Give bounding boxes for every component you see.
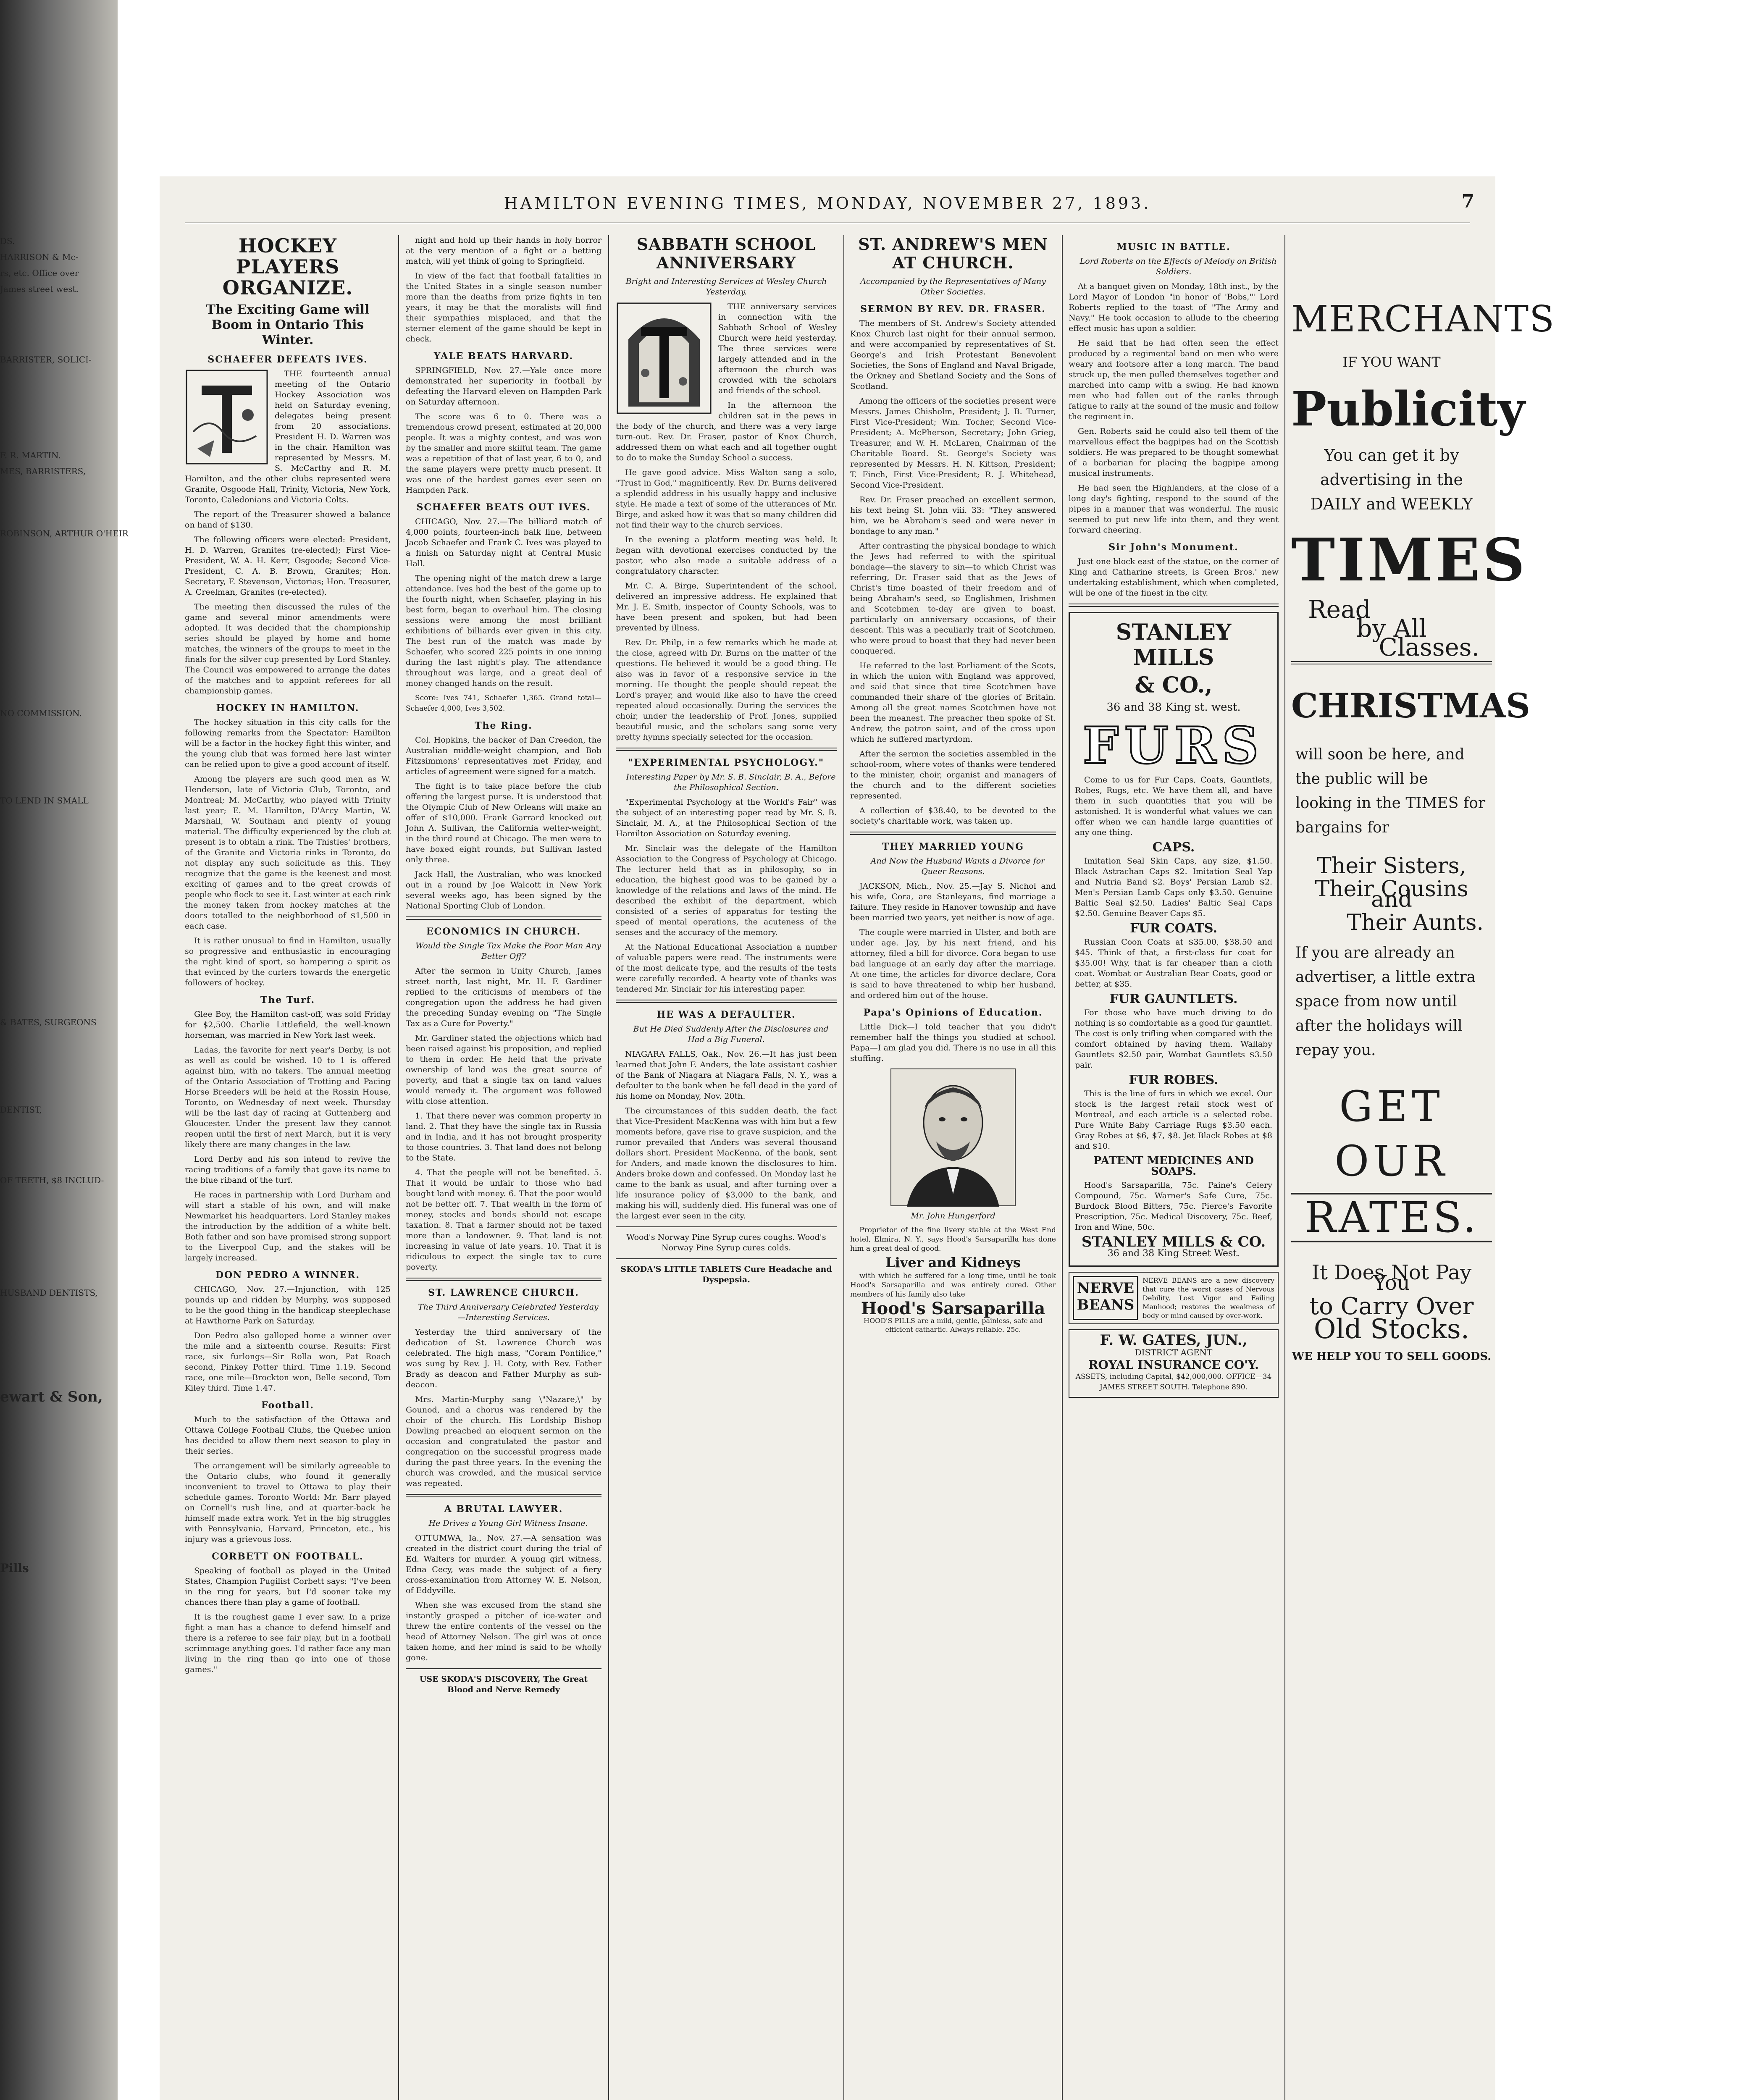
edge-line: & BATES, SURGEONS	[0, 1017, 97, 1027]
article-paragraph: Mr. Gardiner stated the objections which had been raised against his proposition, and replied to them in order. He held that the private ownership of land was the great source of poverty, and that a single tax on land values would remedy it. The argument was followed with close attention.	[406, 1034, 601, 1106]
article-paragraph: Among the officers of the societies present were Messrs. James Chisholm, President; J. B. Turner, First Vice-President; Wm. Tocher, Second Vice-President; A. McPherson, Secretary; John Grieg, Treasurer, and W. H. McLaren, Chairman of the Charitable Board. St. George's Society was represented by Messrs. H. N. Kittson, President; T. Finch, First Vice-President; R. J. Whitehead, Second Vice-President.	[850, 396, 1056, 490]
nerve-beans-text: NERVE BEANS are a new discovery that cure the worst cases of Nervous Debility, Lost Vigor and Failing Manhood; restores the weakness of body or mind caused by over-work.	[1143, 1276, 1274, 1320]
subhead-deck: And Now the Husband Wants a Divorce for Queer Reasons.	[870, 856, 1045, 876]
column-rule	[843, 235, 844, 2100]
article-paragraph: The score was 6 to 0. There was a tremendous crowd present, estimated at 20,000 people. It was a mighty contest, and was won by the smaller and more skilful team. The game was a repetition of that of last year, 6 to 0, and the same players were pretty much present. It was one of the hardest games ever seen on Hampden Park.	[406, 412, 601, 495]
article-paragraph: The fight is to take place before the club offering the largest purse. It is understood that the Olympic Club of New Orleans will make an offer of $10,000. Frank Garrard knocked out John A. Sullivan, the California welter-weight, in the third round at Chicago. The men were to have boxed eight rounds, but Sullivan lasted only three.	[406, 782, 601, 864]
decorative-initial-illustration	[185, 369, 269, 465]
subhead: THEY MARRIED YOUNG	[882, 841, 1024, 852]
subhead-deck: He Drives a Young Girl Witness Insane.	[428, 1519, 588, 1528]
article-paragraph: Among the players are such good men as W. Henderson, late of Victoria Club, Toronto, and Montreal; M. McCarthy, who played with Trinity last year; E. M. Hamilton, D'Arcy Martin, W. Marshall, W. Southam and plenty of young material. The difficulty experienced by the club at present is to obtain a rink. The Thistles' brothers, of the Granite and Victoria rinks in Toronto, do not display any such solicitude as this. They recognize that the game is the keenest and most exciting of games and to the great crowds of people who flock to see it. Last winter at each rink the money taken from hockey matches at the doors totalled to the neighborhood of $1,500 in each case.	[185, 774, 391, 931]
subhead: The Turf.	[260, 995, 315, 1005]
article-paragraph: THE anniversary services in connection with the Sabbath School of Wesley Church were held yesterday. The three services were largely attended and in the afternoon the church was crowded with the scholars and friends of the school.	[718, 302, 837, 395]
divider	[616, 1258, 837, 1259]
article-paragraph: After contrasting the physical bondage to which the Jews had referred to with the spiritual bondage—the slavery to sin—to which Christ was referring, Dr. Fraser said that as the Jews of Christ's time boasted of their freedom and of being Abraham's seed, so Englishmen, Irishmen and Scotchmen to-day are given to boast, particularly on anniversary occasions, of their descent. This was a peculiarly trait of Scotchmen, who were proud to boast that they had never been conquered.	[850, 541, 1056, 656]
gates-company: ROYAL INSURANCE CO'Y.	[1088, 1358, 1259, 1372]
article-paragraph: JACKSON, Mich., Nov. 25.—Jay S. Nichol and his wife, Cora, are Stanleyans, find marriage a failure. They reside in Hanover township and have been married two years, yet neither is now of age.	[850, 882, 1056, 922]
portrait-caption-text: Proprietor of the fine livery stable at the West End hotel, Elmira, N. Y., says Hood's Sarsaparilla has done him a great deal of good.	[850, 1226, 1056, 1253]
adjacent-page-edge	[0, 235, 129, 1798]
article-paragraph: SPRINGFIELD, Nov. 27.—Yale once more demonstrated her superiority in football by defeating the Harvard eleven on Hampden Park on Saturday afternoon.	[406, 366, 601, 407]
article-paragraph: Glee Boy, the Hamilton cast-off, was sold Friday for $2,500. Charlie Littlefield, the well-known horseman, was married in New York last week.	[185, 1010, 391, 1040]
ad-paragraph: Russian Coon Coats at $35.00, $38.50 and $45. Think of that, a first-class fur coat for $35.00! Why, that is far cheaper than a cloth coat. Wombat or Australian Bear Coats, good or better, at $35.	[1075, 937, 1272, 989]
ad-christmas: CHRISTMAS	[1291, 686, 1530, 725]
column-sports-church	[406, 235, 601, 2100]
subhead: MUSIC IN BATTLE.	[1116, 242, 1231, 252]
article-paragraph: At a banquet given on Monday, 18th inst., by the Lord Mayor of London "in honor of 'Bobs,'" Lord Roberts replied to the toast of "The Army and Navy." He took occasion to allude to the cheering effect music has upon a soldier.	[1069, 282, 1279, 333]
subhead-deck: Interesting Paper by Mr. S. B. Sinclair, B. A., Before the Philosophical Section.	[626, 772, 836, 792]
headline-hockey: HOCKEY PLAYERS ORGANIZE.	[222, 234, 353, 299]
article-paragraph: The meeting then discussed the rules of the game and several minor amendments were adopted. It was decided that the championship series should be played by home and home matches, the winners of the groups to meet in the finals for the silver cup presented by Lord Stanley. The Council was empowered to arrange the dates of the matches and to appoint referees for all championship games.	[185, 602, 391, 696]
subhead: HE WAS A DEFAULTER.	[657, 1009, 796, 1020]
article-paragraph: He gave good advice. Miss Walton sang a solo, "Trust in God," magnificently. Rev. Dr. Burns delivered a splendid address in his usually happy and inclusive style. He made a text of some of the utterances of Mr. Birge, and asked how it was that so many children did not find their way to the church services.	[616, 468, 837, 530]
ad-aunts: Their Aunts.	[1347, 910, 1484, 935]
article-paragraph: Speaking of football as played in the United States, Champion Pugilist Corbett says: "I've been in the ring for years, but I'd sooner take my chances there than play a game of football.	[185, 1566, 391, 1607]
article-paragraph: CHICAGO, Nov. 27.—The billiard match of 4,000 points, fourteen-inch balk line, between Jacob Schaefer and Frank C. Ives was played to a finish on Saturday night at Central Music Hall.	[406, 517, 601, 568]
edge-line: F. R. MARTIN.	[0, 450, 61, 460]
article-paragraph: The members of St. Andrew's Society attended Knox Church last night for their annual sermon, and were accompanied by representatives of St. George's and Irish Protestant Benevolent Societies, the Sons of England and Naval Brigade, the Orkney and Shetland Society and the Sons of Scotland.	[850, 319, 1056, 391]
subhead: SCHAEFER BEATS OUT IVES.	[416, 502, 591, 513]
column-rule	[398, 235, 399, 2100]
subhead: "EXPERIMENTAL PSYCHOLOGY."	[628, 757, 825, 768]
article-paragraph: When she was excused from the stand she instantly grasped a pitcher of ice-water and threw the entire contents of the vessel on the head of Attorney Nelson. The girl was at once taken home, and her mind is said to be wholly gone.	[406, 1601, 601, 1662]
article-paragraph: After the sermon in Unity Church, James street north, last night, Mr. H. F. Gardiner replied to the criticisms of members of the congregation upon the address he had given the preceding Sunday evening on "The Single Tax as a Cure for Poverty."	[406, 966, 601, 1028]
ad-paragraph: Hood's Sarsaparilla, 75c. Paine's Celery Compound, 75c. Warner's Safe Cure, 75c. Burdock Blood Bitters, 75c. Pierce's Favorite Prescription, 75c. Medical Discovery, 75c. Beef, Iron and Wine, 50c.	[1075, 1181, 1272, 1232]
subhead: HOCKEY IN HAMILTON.	[216, 703, 360, 714]
subhead: SCHAEFER DEFEATS IVES.	[207, 354, 368, 365]
ad-section-gauntlets: FUR GAUNTLETS.	[1109, 992, 1238, 1006]
subhead-deck: Bright and Interesting Services at Wesley Church Yesterday.	[625, 277, 827, 297]
subhead: ST. LAWRENCE CHURCH.	[428, 1287, 579, 1298]
article-paragraph: Yesterday the third anniversary of the dedication of St. Lawrence Church was celebrated. The high mass, "Coram Pontifice," was sung by Rev. J. H. Coty, with Rev. Father Brady as deacon and Father Murphy as sub-deacon.	[406, 1328, 601, 1389]
ad-paragraph: For those who have much driving to do nothing is so comfortable as a good fur gauntlet. The cost is only trifling when compared with the comfort obtained by having them. Wallaby Gauntlets $2.50 pair, Wombat Gauntlets $3.50 pair.	[1075, 1008, 1273, 1070]
ad-furs-title: FURS	[1082, 716, 1265, 775]
article-paragraph: Little Dick—I told teacher that you didn't remember half the things you studied at school. Papa—I am glad you did. There is no use in all this stuffing.	[850, 1022, 1056, 1063]
article-paragraph: Just one block east of the statue, on the corner of King and Catharine streets, is Green Bros.' new undertaking establishment, which when completed, will be one of the finest in the city.	[1069, 557, 1279, 598]
ad-firm-address: 36 and 38 King st. west.	[1106, 701, 1241, 714]
subhead: ECONOMICS IN CHURCH.	[426, 926, 581, 937]
article-paragraph: At the National Educational Association a number of valuable papers were read. The instruments were of the most delicate type, and the results of the tests were carefully recorded. A hearty vote of thanks was tendered Mr. Sinclair for his interesting paper.	[616, 942, 837, 994]
ad-rates: RATES.	[1291, 1193, 1492, 1242]
divider	[616, 1226, 837, 1227]
column-sabbath-school	[616, 235, 837, 2100]
column-times-ad	[1291, 235, 1555, 2100]
ad-firm-name: STANLEY MILLS	[1116, 620, 1232, 670]
stanley-mills-ad	[1069, 612, 1279, 1267]
pine-syrup-ad: Wood's Norway Pine Syrup cures coughs. Wood's Norway Pine Syrup cures colds.	[626, 1233, 826, 1252]
score-line: Score: Ives 741, Schaefer 1,365. Grand total—Schaefer 4,000, Ives 3,502.	[406, 694, 601, 713]
skoda-ad: USE SKODA'S DISCOVERY, The Great Blood and Nerve Remedy	[419, 1675, 588, 1694]
column-music-ads	[1069, 235, 1279, 2100]
divider	[406, 1494, 601, 1497]
edge-line: DENTIST,	[0, 1105, 42, 1115]
article-paragraph: It is rather unusual to find in Hamilton, usually so progressive and enthusiastic in encouraging the right kind of sport, so hampering a spirit as that evinced by the curlers towards the energetic followers of hockey.	[185, 936, 391, 987]
column-rule	[1284, 235, 1285, 2100]
ad-firm-co: & CO.,	[1135, 672, 1213, 698]
masthead-title: HAMILTON EVENING TIMES, MONDAY, NOVEMBER 27, 1893.	[504, 194, 1151, 213]
subhead: CORBETT ON FOOTBALL.	[212, 1551, 364, 1562]
article-paragraph: 4. That the people will not be benefited. 5. That it would be unfair to those who had bought land with money. 6. That the poor would not be better off. 7. That wealth in the form of money, stocks and bonds should not escape taxation. 8. That a farmer should not be taxed more than a landowner. 9. That land is not increasing in value of late years. 10. That it is ridiculous to expect the single tax to cure poverty.	[406, 1168, 601, 1272]
article-paragraph: Ladas, the favorite for next year's Derby, is not as well as could be wished. 10 to 1 is offered against him, with no takers. The annual meeting of the Ontario Association of Trotting and Pacing Horse Breeders will be held at the Rossin House, Toronto, on Wednesday of next week. Thursday will be the last day of racing at Guttenberg and Gloucester. Under the present law they cannot reopen until the first of next March, but it is very likely there are many changes in the law.	[185, 1045, 391, 1149]
page-number: 7	[1461, 191, 1474, 212]
portrait-caption: Mr. John Hungerford	[911, 1211, 995, 1221]
ad-section-patent: PATENT MEDICINES AND SOAPS.	[1093, 1155, 1254, 1178]
nerve-beans-logo: NERVE BEANS	[1073, 1276, 1138, 1320]
ad-section-coats: FUR COATS.	[1130, 921, 1217, 936]
ad-get: GET	[1339, 1082, 1444, 1131]
subhead: Sir John's Monument.	[1108, 542, 1239, 553]
ad-hoods-sarsaparilla: Hood's Sarsaparilla	[861, 1299, 1045, 1318]
ad-read: Read	[1308, 595, 1371, 624]
divider	[1069, 604, 1279, 607]
ad-sisters: Their Sisters,	[1317, 853, 1466, 879]
divider	[616, 748, 837, 751]
edge-line: TO LEND IN SMALL	[0, 795, 89, 806]
article-paragraph: In view of the fact that football fatalities in the United States in a single season number more than the deaths from prize fights in ten years, it may be that the moralists will find their sympathies misplaced, and that the sterner element of the game should be kept in check.	[406, 271, 601, 344]
ad-help-sell: WE HELP YOU TO SELL GOODS.	[1292, 1350, 1492, 1363]
subhead: The Ring.	[475, 720, 533, 731]
ad-our: OUR	[1334, 1137, 1449, 1186]
article-paragraph: Lord Derby and his son intend to revive the racing traditions of a family that gave its name to the blue riband of the turf.	[185, 1155, 391, 1185]
article-paragraph: The circumstances of this sudden death, the fact that Vice-President MacKenna was with him but a few moments before, gave rise to grave suspicion, and the rumor prevailed that Anders was several thousand dollars short. President MacKenna, of the bank, sent for Anders, and made known the disclosures to him. Anders broke down and confessed. On Monday last he came to the bank as usual, and after turning over a life insurance policy of $3,000 to the bank, and making his will, suddenly died. His funeral was one of the largest ever seen in the city.	[616, 1106, 837, 1221]
gates-insurance-ad	[1069, 1329, 1279, 1398]
ad-cousins: Their Cousins and	[1315, 877, 1468, 912]
divider	[406, 1668, 601, 1669]
ad-by-all: by All	[1356, 614, 1427, 643]
edge-line: BARRISTER, SOLICI-	[0, 354, 92, 365]
article-paragraph: It is the roughest game I ever saw. In a prize fight a man has a chance to defend himself and there is a referee to see fair play, but in a football scrimmage anything goes. I'd rather face any man living in the ring than go into one of those games."	[185, 1612, 391, 1674]
article-paragraph: The arrangement will be similarly agreeable to the Ontario clubs, who found it generally inconvenient to travel to Ottawa to play their schedule games. Toronto World: Mr. Barr played on Cornell's rush line, and at quarter-back he himself made extra work. Yet in the big struggles with Pennsylvania, Harvard, Princeton, etc., his injury was a grievous loss.	[185, 1461, 391, 1544]
column-st-andrews	[850, 235, 1056, 2100]
column-rule	[1062, 235, 1063, 2100]
article-paragraph: OTTUMWA, Ia., Nov. 27.—A sensation was created in the district court during the trial of Ed. Walters for murder. A young girl witness, Edna Cecy, was made the subject of a fiery cross-examination from Attorney W. E. Nelson, of Eddyville.	[406, 1533, 601, 1595]
article-paragraph: The hockey situation in this city calls for the following remarks from the Spectator: Hamilton will be a factor in the hockey fight this winter, and the young club that was formed here last winter can be relied upon to give a good account of itself.	[185, 718, 391, 769]
gates-name: F. W. GATES, JUN.,	[1100, 1332, 1248, 1349]
subhead: YALE BEATS HARVARD.	[433, 351, 574, 362]
ad-paragraph: This is the line of furs in which we excel. Our stock is the largest retail stock west of Montreal, and each article is a selected robe. Pure White Baby Carriage Rugs $3.50 each. Gray Robes at $6, $7, $8. Jet Black Robes at $8 and $10.	[1075, 1089, 1272, 1151]
article-paragraph: A collection of $38.40, to be devoted to the society's charitable work, was taken up.	[850, 806, 1056, 826]
church-window-illustration	[616, 302, 712, 415]
subhead: The Exciting Game will Boom in Ontario This Winter.	[206, 302, 370, 347]
ad-hoods-pills: HOOD'S PILLS are a mild, gentle, painless, safe and efficient cathartic. Always reliable. 25c.	[864, 1317, 1043, 1334]
article-paragraph: He races in partnership with Lord Durham and will start a stable of his own, and will make Newmarket his headquarters. Lord Stanley makes the introduction by the addition of a white belt. Both father and son have promised strong support to the Liverpool Cup, and the stakes will be largely increased.	[185, 1190, 391, 1263]
article-paragraph: night and hold up their hands in holy horror at the very mention of a fight or a betting match, will yet think of going to Springfield.	[406, 236, 601, 266]
ad-does-not-pay: It Does Not Pay You	[1311, 1261, 1472, 1295]
ad-old-stocks: Old Stocks.	[1313, 1314, 1470, 1345]
headline-st-andrews: ST. ANDREW'S MEN AT CHURCH.	[858, 235, 1048, 272]
article-paragraph: The couple were married in Ulster, and both are under age. Jay, by his next friend, and his attorney, filed a bill for divorce. Cora began to use bad language at an early day after the marriage. At one time, the articles for divorce declare, Cora is said to have threatened to whip her husband, and ordered him out of the house.	[850, 928, 1056, 1000]
divider	[1291, 661, 1492, 664]
article-paragraph: THE fourteenth annual meeting of the Ontario Hockey Association was held on Saturday evening, delegates being present from 20 associations. President H. D. Warren was in the chair. Hamilton was represented by Messrs. M. S. McCarthy and R. M. Hamilton, and the other clubs represented were Granite, Osgoode Hall, Trinity, Victoria, New York, Toronto, Caledonians and Victoria Colts.	[185, 369, 391, 504]
ad-daily-weekly: You can get it by advertising in the DAILY and WEEKLY	[1310, 446, 1473, 513]
edge-line: NO COMMISSION.	[0, 708, 82, 718]
skoda-tablets-ad: SKODA'S LITTLE TABLETS Cure Headache and Dyspepsia.	[620, 1265, 832, 1284]
edge-line: James street west.	[0, 284, 79, 294]
article-paragraph: Mrs. Martin-Murphy sang \"Nazare,\" by Gounod, and a chorus was rendered by the choir of the church. His Lordship Bishop Dowling preached an eloquent sermon on the occasion and congratulated the pastor and congregation on the successful progress made during the past three years. In the evening the church was crowded, and the musical service was repeated.	[406, 1395, 601, 1488]
article-paragraph: He had seen the Highlanders, at the close of a long day's fighting, respond to the sound of the pipes in a manner that was wonderful. The music seemed to put new life into them, and they went forward cheering.	[1069, 483, 1279, 535]
ad-firm-address-footer: 36 and 38 King Street West.	[1107, 1248, 1240, 1259]
article-paragraph: The following officers were elected: President, H. D. Warren, Granites (re-elected); First Vice-President, W. A. H. Kerr, Osgoode; Second Vice-President, C. A. B. Brown, Granites; Hon. Secretary, F. Stevenson, Victorias; Hon. Treasurer, A. Creelman, Granites (re-elected).	[185, 535, 391, 597]
ad-liver-kidneys: Liver and Kidneys	[885, 1255, 1021, 1270]
divider	[850, 832, 1056, 835]
ad-firm-name-footer: STANLEY MILLS & CO.	[1081, 1234, 1266, 1250]
ad-publicity: Publicity	[1291, 382, 1525, 437]
portrait-engraving	[890, 1068, 1016, 1207]
ad-paragraph: Imitation Seal Skin Caps, any size, $1.50. Black Astrachan Caps $2. Imitation Seal Yap and Nutria Band $2. Boys' Persian Lamb $2. Men's Persian Lamb Caps only $3.50. Genuine Baltic Seal $2.50. Ladies' Baltic Seal Caps $2.50. Genuine Beaver Caps $5.	[1075, 856, 1272, 918]
article-paragraph: CHICAGO, Nov. 27.—Injunction, with 125 pounds up and ridden by Murphy, was supposed to be the good thing in the handicap steeplechase at Hawthorne Park on Saturday.	[185, 1285, 391, 1326]
article-paragraph: In the afternoon the children sat in the pews in the body of the church, and there was a very large turn-out. Rev. Dr. Fraser, pastor of Knox Church, addressed them on what each and all together ought to do to make the Sunday School a success.	[616, 401, 837, 462]
edge-line: DS.	[0, 236, 15, 246]
edge-line: OF TEETH, $8 INCLUD-	[0, 1175, 104, 1185]
divider	[406, 916, 601, 920]
ad-paragraph: Come to us for Fur Caps, Coats, Gauntlets, Robes, Rugs, etc. We have them all, and have them in such quantities that you will be astonished. It is wonderful what values we can offer when we can handle large quantities of any one thing.	[1075, 775, 1272, 837]
subhead-deck: But He Died Suddenly After the Disclosures and Had a Big Funeral.	[633, 1024, 829, 1044]
article-paragraph: Col. Hopkins, the backer of Dan Creedon, the Australian middle-weight champion, and Bob Fitzsimmons' representatives met Friday, and articles of agreement were signed for a match.	[406, 735, 601, 776]
gates-details: ASSETS, including Capital, $42,000,000. OFFICE—34 JAMES STREET SOUTH. Telephone 890.	[1075, 1373, 1272, 1391]
ad-advertiser-text: If you are already an advertiser, a little extra space from now until after the holidays will repay you.	[1295, 944, 1476, 1059]
ad-times: TIMES	[1291, 526, 1528, 595]
subhead: A BRUTAL LAWYER.	[444, 1504, 563, 1515]
nerve-beans-ad	[1069, 1272, 1279, 1324]
edge-line: MES, BARRISTERS,	[0, 466, 86, 476]
ad-merchants: MERCHANTS	[1291, 298, 1555, 340]
article-paragraph: He said that he had often seen the effect produced by a regimental band on men who were weary and footsore after a long march. The band struck up, the men pulled themselves together and marched into camp with a swing. He had known men who had fallen out of the ranks through fatigue to rally at the sound of the music and follow the regiment in.	[1069, 339, 1279, 421]
edge-line: Pills	[0, 1561, 29, 1575]
article-paragraph: Gen. Roberts said he could also tell them of the marvellous effect the bagpipes had on the Scottish soldiers. He was prepared to be thought somewhat of a barbarian for placing the bagpipe among musical instruments.	[1069, 427, 1279, 478]
edge-line: HARRISON & Mc-	[0, 252, 79, 262]
ad-carry-over: to Carry Over	[1309, 1293, 1474, 1320]
masthead	[185, 185, 1474, 224]
article-paragraph: Don Pedro also galloped home a winner over the mile and a sixteenth course. Results: First race, six furlongs—Sir Rolla won, Pat Roach second, Pinkey Potter third. Time 1.19. Second race, one mile—Brockton won, Belle second, Tom Kiley third. Time 1.47.	[185, 1331, 391, 1393]
edge-line: HUSBAND DENTISTS,	[0, 1288, 98, 1298]
article-paragraph: 1. That there never was common property in land. 2. That they have the single tax in Russia and in India, and it has not brought prosperity to those countries. 3. That land does not belong to the State.	[406, 1111, 601, 1163]
subhead-deck: Lord Roberts on the Effects of Melody on British Soldiers.	[1079, 257, 1277, 276]
article-paragraph: Rev. Dr. Philp, in a few remarks which he made at the close, agreed with Dr. Burns on the matter of the questions. He believed it would be a good thing. He also was in favor of a responsive service in the morning. He thought the people should repeat the Lord's prayer, and would like also to have the creed repeated aloud occasionally. During the services the choir, under the leadership of Prof. Jones, supplied beautiful music, and the scholars sang some very pretty hymns specially selected for the occasion.	[616, 638, 837, 742]
subhead-deck: The Third Anniversary Celebrated Yesterday—Interesting Services.	[418, 1302, 599, 1322]
article-paragraph: NIAGARA FALLS, Oak., Nov. 26.—It has just been learned that John F. Anders, the late assistant cashier of the Bank of Niagara at Niagara Falls, N. Y., was a defaulter to the bank when he fell dead in the yard of his home on Monday, Nov. 20th.	[616, 1050, 837, 1101]
subhead: DON PEDRO A WINNER.	[215, 1270, 360, 1281]
ad-section-caps: CAPS.	[1152, 840, 1195, 855]
article-paragraph: The opening night of the match drew a large attendance. Ives had the best of the game up to the fourth night, when Schaefer, playing in his best form, began to overhaul him. The closing sessions were among the most brilliant exhibitions of billiards ever given in this city. The best run of the match was made by Schaefer, who scored 225 points in one inning during the last night's play. The attendance throughout was large, and a great deal of money changed hands on the result.	[406, 574, 601, 688]
article-paragraph: The report of the Treasurer showed a balance on hand of $130.	[185, 510, 391, 530]
column-rule	[608, 235, 609, 2100]
subhead: Papa's Opinions of Education.	[863, 1007, 1043, 1018]
divider	[616, 1000, 837, 1003]
headline-sabbath-school: SABBATH SCHOOL ANNIVERSARY	[636, 235, 816, 272]
article-paragraph: Much to the satisfaction of the Ottawa and Ottawa College Football Clubs, the Quebec union has decided to allow them next season to play in their series.	[185, 1415, 391, 1456]
article-paragraph: In the evening a platform meeting was held. It began with devotional exercises conducted by the pastor, who also made a suitable address of a congratulatory character.	[616, 535, 837, 576]
ad-if-you-want: IF YOU WANT	[1342, 354, 1441, 370]
edge-line: rs, etc. Office over	[0, 268, 79, 278]
subhead-deck: Would the Single Tax Make the Poor Man Any Better Off?	[415, 941, 601, 961]
article-paragraph: After the sermon the societies assembled in the school-room, where votes of thanks were tendered to the minister, choir, organist and managers of the church and to the different societies represented.	[850, 749, 1056, 801]
gates-title: DISTRICT AGENT	[1135, 1347, 1213, 1357]
subhead: Football.	[261, 1400, 314, 1411]
edge-line: ROBINSON, ARTHUR O'HEIR	[0, 528, 129, 538]
subhead: SERMON BY REV. DR. FRASER.	[860, 304, 1046, 315]
divider	[406, 1278, 601, 1281]
ad-section-robes: FUR ROBES.	[1129, 1073, 1219, 1087]
edge-line: ewart & Son,	[0, 1389, 103, 1405]
ad-classes: Classes.	[1379, 633, 1479, 662]
article-paragraph: Mr. C. A. Birge, Superintendent of the school, delivered an impressive address. He explained that Mr. J. E. Smith, inspector of County Schools, was to have been present and spoken, but had been prevented by illness.	[616, 581, 837, 633]
article-paragraph: Jack Hall, the Australian, who was knocked out in a round by Joe Walcott in New York several weeks ago, has been signed by the National Sporting Club of London.	[406, 870, 601, 911]
article-paragraph: Rev. Dr. Fraser preached an excellent sermon, his text being St. John viii. 33: "They answered him, we be Abraham's seed and were never in bondage to any man."	[850, 495, 1056, 536]
subhead-deck: Accompanied by the Representatives of Many Other Societies.	[860, 277, 1046, 297]
article-paragraph: with which he suffered for a long time, until he took Hood's Sarsaparilla and was entirely cured. Other members of his family also take	[850, 1272, 1056, 1299]
article-paragraph: "Experimental Psychology at the World's Fair" was the subject of an interesting paper read by Mr. S. B. Sinclair, M. A., at the Philosophical Section of the Hamilton Association on Saturday evening.	[616, 798, 837, 838]
article-paragraph: He referred to the last Parliament of the Scots, in which the union with England was approved, and said that since that time Scotchmen have commanded their share of the glories of Britain. Among all the great names Scotchmen have not been the meanest. The preacher then spoke of St. Andrew, the patron saint, and of the cross upon which he suffered martyrdom.	[850, 661, 1056, 744]
column-sports	[185, 235, 391, 2100]
article-paragraph: Mr. Sinclair was the delegate of the Hamilton Association to the Congress of Psychology at Chicago. The lecturer held that as in philosophy, so in education, the highest good was to be gained by a knowledge of the relations and laws of the mind. He described the exhibit of the department, which consisted of a series of apparatus for testing the speed of mental operations, the acuteness of the senses and the accuracy of the memory.	[616, 844, 837, 937]
ad-christmas-text: will soon be here, and the public will be looking in the TIMES for bargains for	[1295, 746, 1486, 836]
